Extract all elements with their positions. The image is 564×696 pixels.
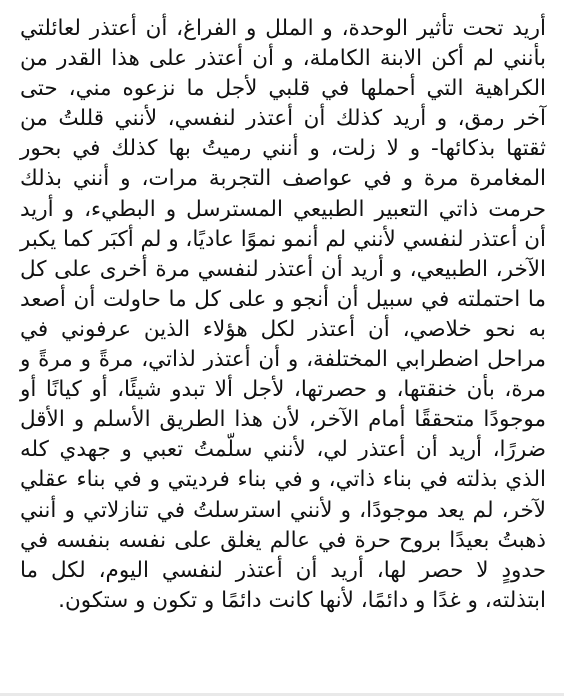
arabic-paragraph: أريد تحت تأثير الوحدة، و الملل و الفراغ، أن أعتذر لعائلتي بأنني لم أكن الابنة الكاملة، و أن أعتذر على هذا القدر من الكراهية التي أحملها في قلبي لأجل ما نزعوه مني، حتى آخر رمق، و أريد كذلك أن أعتذر لنفسي، لأنني قللتُ من ثقتها بذكائها- و لا زلت، و أنني رميتُ بها كذلك في بحور المغامرة مرة و في عواصف التجربة مرات، و أنني بذلك حرمت ذاتي التعبير الطبيعي المسترسل و البطيء، و أريد أن أعتذر لنفسي لأنني لم أنمو نموًا عاديًا، و لم أكبَر كما يكبر الآخر، الطبيعي، و أريد أن أعتذر لنفسي مرة أخرى على كل ما احتملته في سبيل أن أنجو و على كل ما حاولت أن أصعد به نحو خلاصي، أن أعتذر لكل هؤلاء الذين عرفوني في مراحل اضطرابي المختلفة، و أن أعتذر لذاتي، مرةً و مرةً و مرة، بأن خنقتها، و حصرتها، لأجل ألا تبدو شيئًا، أو كيانًا أو موجودًا متحققًا أمام الآخر، لأن هذا الطريق الأسلم و الأقل ضررًا، أريد أن أعتذر لي، لأنني سلّمتُ تعبي و جهدي كله الذي بذلته في بناء ذاتي، و في بناء فرديتي و في بناء عقلي لآخر، لم يعد موجودًا، و لأنني استرسلتُ في تنازلاتي و أنني ذهبتُ بعيدًا بروح حرة في عالم يغلق على نفسه بنفسه في حدودٍ لا حصر لها، أريد أن أعتذر لنفسي اليوم، لكل ما ابتذلته، و غدًا و دائمًا، لأنها كانت دائمًا و تكون و ستكون. bbox=[20, 16, 546, 613]
